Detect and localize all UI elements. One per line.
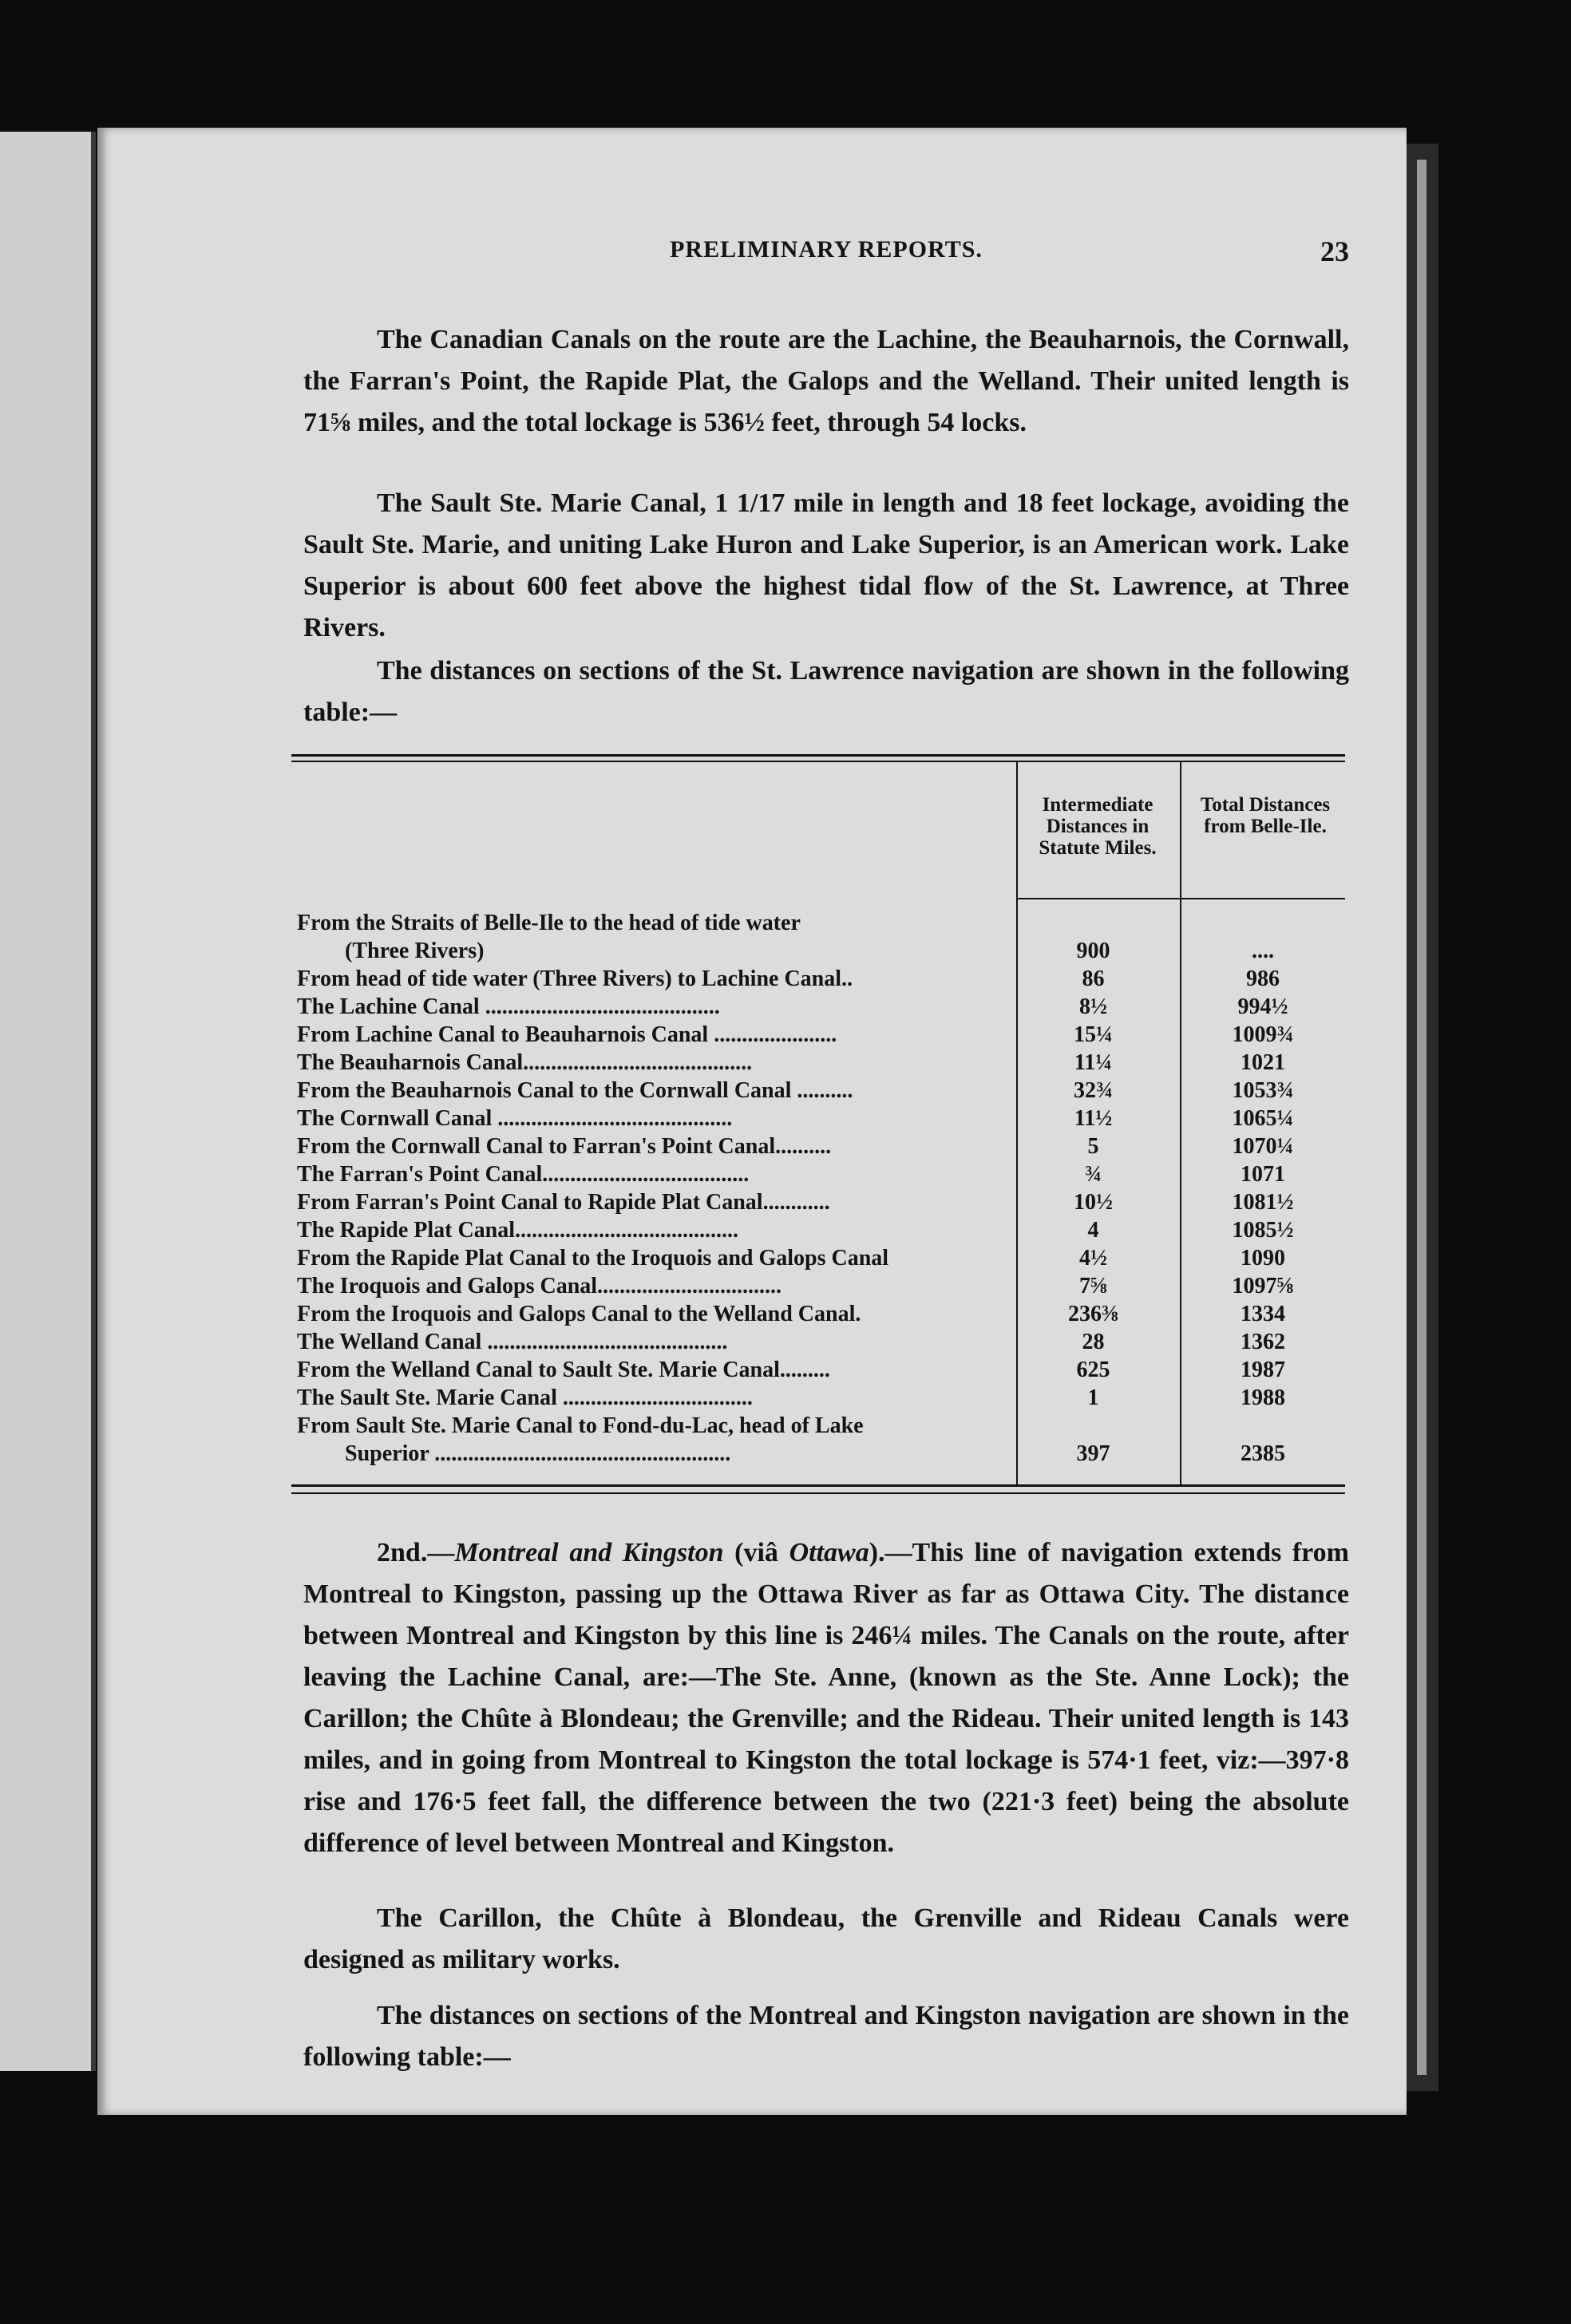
row-label: From head of tide water (Three Rivers) to Lachine Canal.. [297,966,853,991]
total-distance: 1090 [1241,1246,1285,1271]
total-distance: 1085½ [1232,1218,1294,1243]
table-row [297,1217,1343,1244]
row-label: The Sault Ste. Marie Canal .................................. [297,1385,753,1410]
intermediate-distance: 28 [1082,1330,1105,1354]
intermediate-distance: 236⅜ [1068,1302,1118,1326]
table-row [297,1273,1343,1300]
intermediate-distance: 1 [1087,1385,1099,1410]
total-distance: 1009¾ [1232,1022,1294,1047]
table-row [297,1385,1343,1412]
intermediate-distance: 11¼ [1074,1050,1113,1075]
row-label: The Lachine Canal .......................................... [297,994,720,1019]
via-place: Ottawa [789,1538,869,1567]
intermediate-distance: 625 [1076,1358,1110,1382]
total-distance: 1021 [1241,1050,1285,1075]
section-body: ).—This line of navigation extends from Montreal to Kingston, passing up the Ottawa River as far as Ottawa City. The distance between Montreal and Kingston by this line is 246¼ miles. The Canals on the route, after leaving the Lachine Canal, are:—The Ste. Anne, (known as the Ste. Anne Lock); the Carillon; the Chûte à Blondeau; the Grenville; and the Rideau. Their united length is 143 miles, and in going from Montreal to Kingston the total lockage is 574·1 feet, viz:—397·8 rise and 176·5 feet fall, the difference between the two (221·3 feet) being the absolute difference of level between Montreal and Kingston. [303,1538,1349,1858]
row-label: From the Straits of Belle-Ile to the head of tide water [297,911,801,935]
table-row [297,910,1343,937]
intermediate-distance: 8½ [1079,994,1107,1019]
intermediate-distance: 10½ [1074,1190,1113,1215]
paragraph-sault-ste-marie: The Sault Ste. Marie Canal, 1 1/17 mile in length and 18 feet lockage, avoiding the Sault Ste. Marie, and uniting Lake Huron and Lake Superior, is an American work. Lake Superior is about 600 feet above the highest tidal flow of the St. Lawrence, at Three Rivers. [303,488,1349,642]
table-row [297,1077,1343,1105]
paragraph-canadian-canals: The Canadian Canals on the route are the Lachine, the Beauharnois, the Cornwall, the Farran's Point, the Rapide Plat, the Galops and the Welland. Their united length is 71⅝ miles, and the total lockage is 536½ feet, through 54 locks. [303,325,1349,437]
intermediate-distance: ¾ [1085,1162,1102,1187]
table-row [297,1105,1343,1132]
total-distance: 1334 [1241,1302,1285,1326]
row-label: From Farran's Point Canal to Rapide Plat Canal............ [297,1190,830,1215]
table-bottom-rule [291,1484,1345,1487]
row-label: The Farran's Point Canal..................................... [297,1162,750,1187]
table-row [297,1329,1343,1356]
left-page-edge [0,132,96,2071]
intermediate-distance: 900 [1076,939,1110,963]
page-edge-highlight [1417,160,1427,2075]
table-row [297,1189,1343,1216]
row-label: Superior ..................................................... [345,1441,731,1466]
table-top-rule [291,754,1345,757]
row-label: The Rapide Plat Canal........................................ [297,1218,739,1243]
total-distance: .... [1252,939,1274,963]
total-distance: 1097⅝ [1232,1274,1294,1298]
total-distance: 1988 [1241,1385,1285,1410]
intermediate-distance: 32¾ [1074,1078,1113,1103]
total-distance: 2385 [1241,1441,1285,1466]
column-header-intermediate: Intermediate Distances in Statute Miles. [1039,794,1157,859]
running-head: PRELIMINARY REPORTS. [670,236,983,263]
intermediate-distance: 4½ [1079,1246,1107,1271]
intermediate-distance: 5 [1087,1134,1099,1159]
table-row [297,1133,1343,1160]
table-bottom-rule [291,1492,1345,1494]
total-distance: 1053¾ [1232,1078,1294,1103]
section-lead: 2nd.— [377,1538,455,1567]
row-label: From the Rapide Plat Canal to the Iroquois and Galops Canal [297,1246,889,1271]
table-row [297,1441,1343,1468]
total-distance: 1065¼ [1232,1106,1294,1131]
total-distance: 1071 [1241,1162,1285,1187]
row-label: From Sault Ste. Marie Canal to Fond-du-Lac, head of Lake [297,1413,864,1438]
intermediate-distance: 397 [1076,1441,1110,1466]
total-distance: 1070¼ [1232,1134,1294,1159]
row-label: From the Beauharnois Canal to the Cornwall Canal .......... [297,1078,853,1103]
table-row [297,1245,1343,1272]
row-label: The Beauharnois Canal......................................... [297,1050,753,1075]
row-label: From the Welland Canal to Sault Ste. Marie Canal......... [297,1358,830,1382]
column-header-total: Total Distances from Belle-Ile. [1200,794,1331,837]
total-distance: 994½ [1237,994,1288,1019]
paragraph-table-intro-2: The distances on sections of the Montreal and Kingston navigation are shown in the following table:— [303,2001,1349,2072]
intermediate-distance: 86 [1082,966,1105,991]
total-distance: 1987 [1241,1358,1285,1382]
paragraph-military-works: The Carillon, the Chûte à Blondeau, the Grenville and Rideau Canals were designed as military works. [303,1903,1349,1974]
row-label: The Iroquois and Galops Canal................................. [297,1274,782,1298]
header-rule [1016,898,1345,899]
total-distance: 986 [1246,966,1280,991]
paragraph-table-intro: The distances on sections of the St. Lawrence navigation are shown in the following table:— [303,656,1349,727]
page-number: 23 [1320,235,1349,267]
total-distance: 1081½ [1232,1190,1294,1215]
page-header [303,236,1349,276]
table-row [297,966,1343,993]
intermediate-distance: 7⅝ [1079,1274,1107,1298]
row-label: The Cornwall Canal .......................................... [297,1106,733,1131]
table-row [297,1357,1343,1384]
table-row [297,938,1343,965]
table-row [297,1301,1343,1328]
table-row [297,1161,1343,1188]
row-label: From Lachine Canal to Beauharnois Canal ...................... [297,1022,837,1047]
table-top-rule [291,761,1345,762]
paragraph-montreal-kingston [303,1532,1349,1864]
intermediate-distance: 11½ [1074,1106,1113,1131]
intermediate-distance: 4 [1087,1218,1099,1243]
table-row [297,1022,1343,1049]
row-label: From the Iroquois and Galops Canal to the Welland Canal. [297,1302,861,1326]
table-row [297,1049,1343,1077]
row-label: The Welland Canal ........................................... [297,1330,728,1354]
intermediate-distance: 15¼ [1074,1022,1113,1047]
total-distance: 1362 [1241,1330,1285,1354]
table-row [297,994,1343,1021]
section-title: Montreal and Kingston [454,1538,724,1567]
row-label: From the Cornwall Canal to Farran's Point Canal.......... [297,1134,832,1159]
via-text: (viâ [723,1538,789,1567]
row-label: (Three Rivers) [345,939,485,963]
table-row [297,1413,1343,1440]
